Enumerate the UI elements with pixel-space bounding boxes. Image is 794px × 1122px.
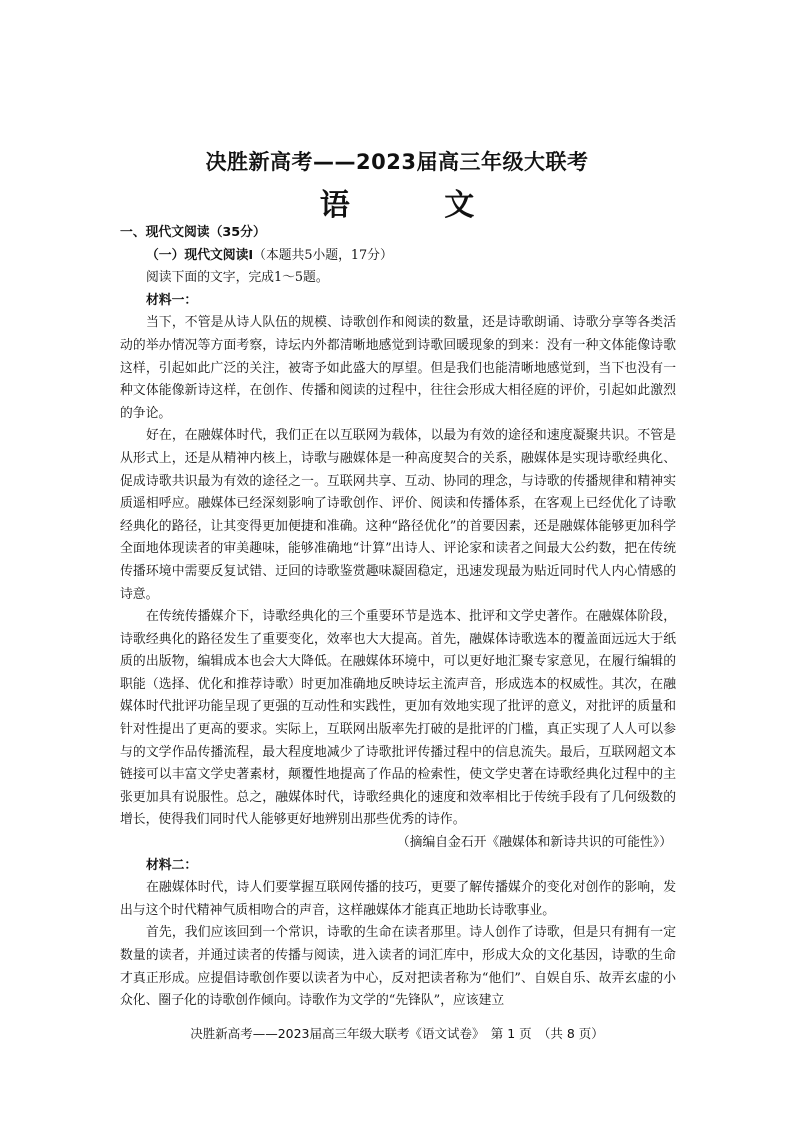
sub-section-title: （一）现代文阅读Ⅰ — [146, 247, 254, 263]
material-2-paragraph-2: 首先，我们应该回到一个常识，诗歌的生命在读者那里。诗人创作了诗歌，但是只有拥有一定数量的读者，并通过读者的传播与阅读，进入读者的词汇库中，形成大众的文化基因，诗歌的生命才真正形成。应提倡诗歌创作要以读者为中心，反对把读者称为“他们”、自娱自乐、故弄玄虚的小众化、圈子化的诗歌创作倾向。诗歌作为文学的“先锋队”，应该建立 — [120, 925, 676, 1009]
material-1-paragraph-1: 当下，不管是从诗人队伍的规模、诗歌创作和阅读的数量，还是诗歌朗诵、诗歌分享等各类活动的举办情况等方面考察，诗坛内外都清晰地感觉到诗歌回暖现象的到来：没有一种文体能像诗歌这样，引起如此广泛的关注，被寄予如此盛大的厚望。但是我们也能清晰地感觉到，当下也没有一种文体能像新诗这样，在创作、传播和阅读的过程中，往往会形成大相径庭的评价，引起如此激烈的争论。 — [120, 315, 676, 421]
material-1-label: 材料一： — [146, 292, 198, 308]
section-heading: 一、现代文阅读（35分） — [120, 225, 266, 240]
exam-content — [120, 222, 676, 1013]
page-footer: 决胜新高考——2023届高三年级大联考《语文试卷》 第 1 页 （共 8 页） — [190, 1026, 604, 1041]
material-2-label: 材料二： — [146, 857, 198, 873]
exam-title: 决胜新高考——2023届高三年级大联考 — [205, 150, 589, 174]
instruction: 阅读下面的文字，完成1～5题。 — [146, 270, 329, 286]
sub-section-heading — [120, 245, 676, 268]
material-1-paragraph-2: 好在，在融媒体时代，我们正在以互联网为载体，以最为有效的途径和速度凝聚共识。不管是从形式上，还是从精神内核上，诗歌与融媒体是一种高度契合的关系，融媒体是实现诗歌经典化、促成诗歌共识最为有效的途径之一。互联网共享、互动、协同的理念，与诗歌的传播规律和精神实质遥相呼应。融媒体已经深刻影响了诗歌创作、评价、阅读和传播体系，在客观上已经优化了诗歌经典化的路径，让其变得更加便捷和准确。这种“路径优化”的首要因素，还是融媒体能够更加科学全面地体现读者的审美趣味，能够准确地“计算”出诗人、评论家和读者之间最大公约数，把在传统传播环境中需要反复试错、迂回的诗歌鉴赏趣味凝固稳定，迅速发现最为贴近同时代人内心情感的诗意。 — [120, 428, 676, 602]
subject-title: 语 文 — [319, 188, 517, 223]
sub-section-note: （本题共5小题，17分） — [253, 247, 393, 263]
material-2-paragraph-1: 在融媒体时代，诗人们要掌握互联网传播的技巧，更要了解传播媒介的变化对创作的影响，发出与这个时代精神气质相吻合的声音，这样融媒体才能真正地助长诗歌事业。 — [120, 880, 676, 918]
material-1-paragraph-3: 在传统传播媒介下，诗歌经典化的三个重要环节是选本、批评和文学史著作。在融媒体阶段，诗歌经典化的路径发生了重要变化，效率也大大提高。首先，融媒体诗歌选本的覆盖面远远大于纸质的出版物，编辑成本也会大大降低。在融媒体环境中，可以更好地汇聚专家意见，在履行编辑的职能（选择、优化和推荐诗歌）时更加准确地反映诗坛主流声音，形成选本的权威性。其次，在融媒体时代批评功能呈现了更强的互动性和实践性，更加有效地实现了批评的意义，对批评的质量和针对性提出了更高的要求。实际上，互联网出版率先打破的是批评的门槛，真正实现了人人可以参与的文学作品传播流程，最大程度地减少了诗歌批评传播过程中的信息流失。最后，互联网超文本链接可以丰富文学史著素材，颠覆性地提高了作品的检索性，使文学史著在诗歌经典化过程中的主张更加具有说服性。总之，融媒体时代，诗歌经典化的速度和效率相比于传统手段有了几何级数的增长，使得我们同时代人能够更好地辨别出那些优秀的诗作。 — [120, 609, 676, 828]
material-1-source: （摘编自金石开《融媒体和新诗共识的可能性》） — [396, 835, 672, 851]
